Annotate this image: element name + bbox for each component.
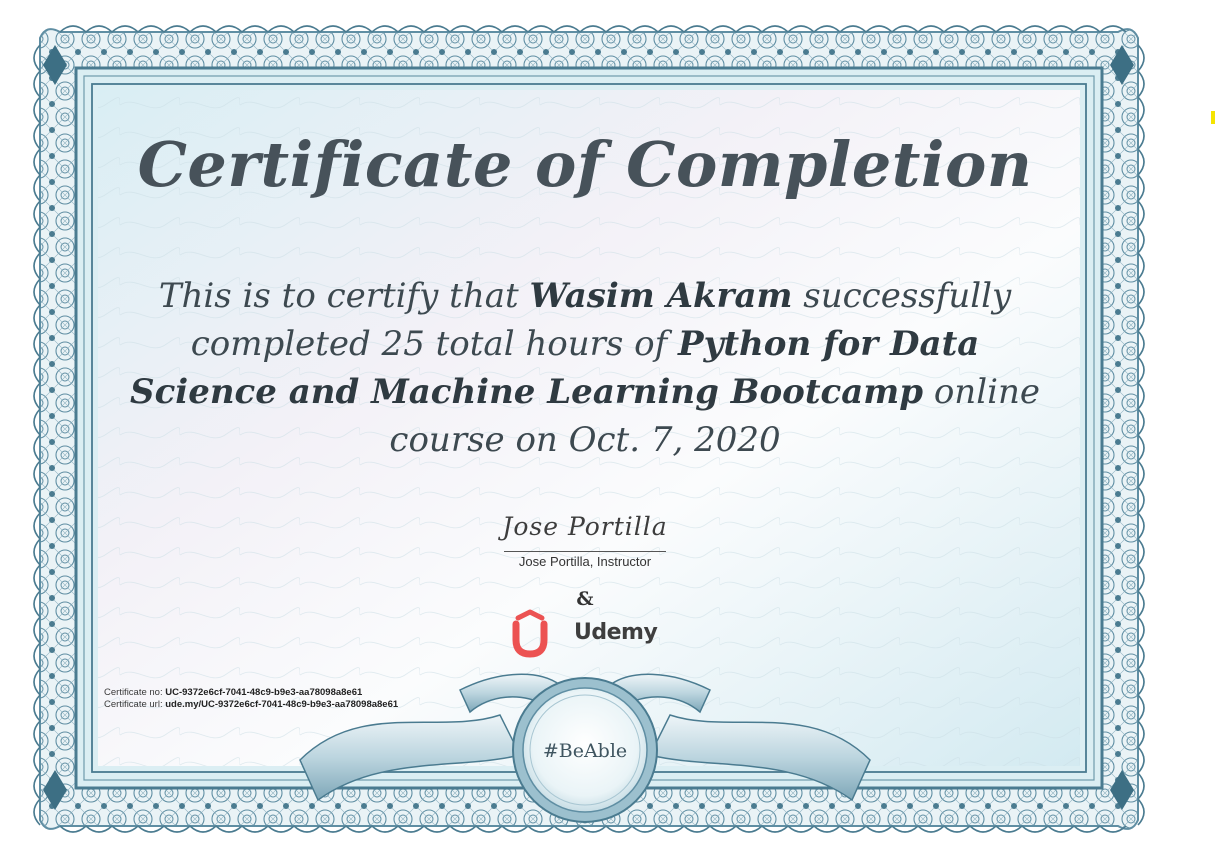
statement-middle: successfully completed 25 total hours of — [190, 276, 1012, 364]
statement-intro: This is to certify that — [158, 276, 519, 316]
highlight-mark — [1211, 111, 1215, 124]
ampersand: & — [576, 588, 594, 610]
instructor-signature: Jose Portilla — [502, 512, 668, 541]
instructor-caption: Jose Portilla, Instructor — [518, 554, 652, 569]
recipient-name: Wasim Akram — [529, 276, 793, 316]
completion-date: Oct. 7, 2020 — [568, 420, 781, 460]
certificate-meta — [104, 687, 398, 711]
certificate-url: Certificate url: ude.my/UC-9372e6cf-7041-48c9-b9e3-aa78098a8e61 — [104, 699, 399, 710]
certificate-statement — [120, 272, 1050, 464]
certificate-number: Certificate no: UC-9372e6cf-7041-48c9-b9e3-aa78098a8e61 — [104, 687, 363, 698]
certificate-title: Certificate of Completion — [137, 128, 1033, 201]
statement-end: online course on — [389, 372, 1040, 460]
udemy-wordmark: Udemy — [574, 620, 658, 645]
certificate-url-link[interactable]: ude.my/UC-9372e6cf-7041-48c9-b9e3-aa78098a8e61 — [165, 699, 399, 710]
course-name: Python for Data Science and Machine Learning Bootcamp — [130, 324, 980, 412]
seal-label: #BeAble — [542, 740, 628, 762]
signature-line — [504, 551, 666, 552]
